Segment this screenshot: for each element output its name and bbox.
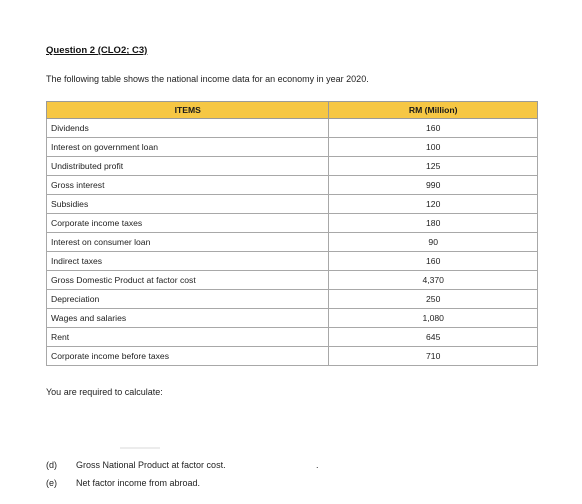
item-cell: Undistributed profit bbox=[47, 157, 329, 176]
task-prompt: You are required to calculate: bbox=[46, 387, 163, 397]
item-cell: Corporate income taxes bbox=[47, 214, 329, 233]
value-cell: 160 bbox=[329, 252, 538, 271]
table-row bbox=[47, 309, 538, 328]
table-row bbox=[47, 176, 538, 195]
item-cell: Indirect taxes bbox=[47, 252, 329, 271]
value-cell: 250 bbox=[329, 290, 538, 309]
item-cell: Rent bbox=[47, 328, 329, 347]
item-cell: Interest on government loan bbox=[47, 138, 329, 157]
value-cell: 125 bbox=[329, 157, 538, 176]
value-column-header: RM (Million) bbox=[329, 102, 538, 119]
part-d bbox=[46, 460, 226, 470]
items-column-header: ITEMS bbox=[47, 102, 329, 119]
table-row bbox=[47, 252, 538, 271]
value-cell: 710 bbox=[329, 347, 538, 366]
value-cell: 4,370 bbox=[329, 271, 538, 290]
part-e bbox=[46, 478, 200, 488]
faint-scan-mark bbox=[120, 447, 160, 449]
table-row bbox=[47, 328, 538, 347]
table-row bbox=[47, 157, 538, 176]
value-cell: 990 bbox=[329, 176, 538, 195]
stray-mark: . bbox=[316, 460, 319, 470]
item-cell: Subsidies bbox=[47, 195, 329, 214]
table-row bbox=[47, 214, 538, 233]
item-cell: Gross Domestic Product at factor cost bbox=[47, 271, 329, 290]
item-cell: Interest on consumer loan bbox=[47, 233, 329, 252]
item-cell: Gross interest bbox=[47, 176, 329, 195]
table-row bbox=[47, 347, 538, 366]
part-letter: (e) bbox=[46, 478, 57, 488]
table-row bbox=[47, 290, 538, 309]
item-cell: Dividends bbox=[47, 119, 329, 138]
question-intro: The following table shows the national income data for an economy in year 2020. bbox=[46, 74, 369, 84]
question-heading: Question 2 (CLO2; C3) bbox=[46, 45, 148, 56]
value-cell: 160 bbox=[329, 119, 538, 138]
part-text: Gross National Product at factor cost. bbox=[76, 460, 226, 470]
item-cell: Depreciation bbox=[47, 290, 329, 309]
value-cell: 100 bbox=[329, 138, 538, 157]
part-letter: (d) bbox=[46, 460, 57, 470]
value-cell: 90 bbox=[329, 233, 538, 252]
table-row bbox=[47, 233, 538, 252]
table-row bbox=[47, 138, 538, 157]
table-row bbox=[47, 271, 538, 290]
table-row bbox=[47, 119, 538, 138]
item-cell: Corporate income before taxes bbox=[47, 347, 329, 366]
value-cell: 645 bbox=[329, 328, 538, 347]
value-cell: 1,080 bbox=[329, 309, 538, 328]
value-cell: 120 bbox=[329, 195, 538, 214]
table-row bbox=[47, 195, 538, 214]
national-income-table bbox=[46, 101, 538, 366]
item-cell: Wages and salaries bbox=[47, 309, 329, 328]
table-header-row bbox=[47, 102, 538, 119]
value-cell: 180 bbox=[329, 214, 538, 233]
part-text: Net factor income from abroad. bbox=[76, 478, 201, 488]
